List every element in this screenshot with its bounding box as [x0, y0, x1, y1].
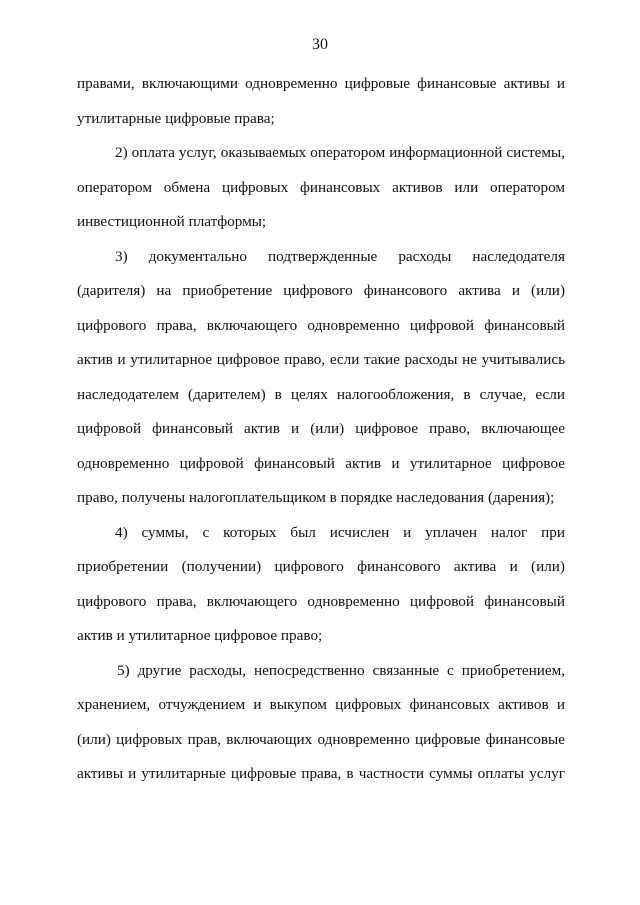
text-line: 4) суммы, с которых был исчислен и уплачен налог при: [115, 523, 565, 541]
page-number: 30: [312, 36, 328, 53]
text-line: приобретении (получении) цифрового финансового актива и (или): [77, 558, 565, 575]
text-line: хранением, отчуждением и выкупом цифровых финансовых активов и: [77, 696, 565, 713]
text-line: право, получены налогоплательщиком в порядке наследования (дарения);: [77, 489, 555, 506]
text-line: цифрового права, включающего одновременно цифровой финансовый: [77, 592, 565, 610]
text-line: актив и утилитарное цифровое право, если такие расходы не учитывались: [77, 351, 565, 368]
text-line: 3) документально подтвержденные расходы наследодателя: [115, 247, 565, 265]
body-text: [77, 70, 565, 795]
text-line: 2) оплата услуг, оказываемых оператором информационной системы,: [115, 144, 565, 161]
text-line: цифрового права, включающего одновременно цифровой финансовый: [77, 316, 565, 334]
text-line: активы и утилитарные цифровые права, в частности суммы оплаты услуг: [77, 765, 565, 782]
text-line: одновременно цифровой финансовый актив и утилитарное цифровое: [77, 454, 565, 472]
text-line: утилитарные цифровые права;: [77, 109, 275, 127]
text-line: 5) другие расходы, непосредственно связанные с приобретением,: [117, 661, 565, 679]
text-line: (или) цифровых прав, включающих одновременно цифровые финансовые: [77, 730, 565, 748]
text-line: цифровой финансовый актив и (или) цифровое право, включающее: [77, 420, 565, 437]
text-line: наследодателем (дарителем) в целях налогообложения, в случае, если: [77, 385, 565, 403]
text-line: оператором обмена цифровых финансовых активов или оператором: [77, 178, 565, 196]
text-line: инвестиционной платформы;: [77, 213, 267, 230]
text-line: (дарителя) на приобретение цифрового финансового актива и (или): [77, 282, 565, 299]
text-line: актив и утилитарное цифровое право;: [77, 627, 323, 644]
text-line: правами, включающими одновременно цифровые финансовые активы и: [77, 75, 565, 92]
